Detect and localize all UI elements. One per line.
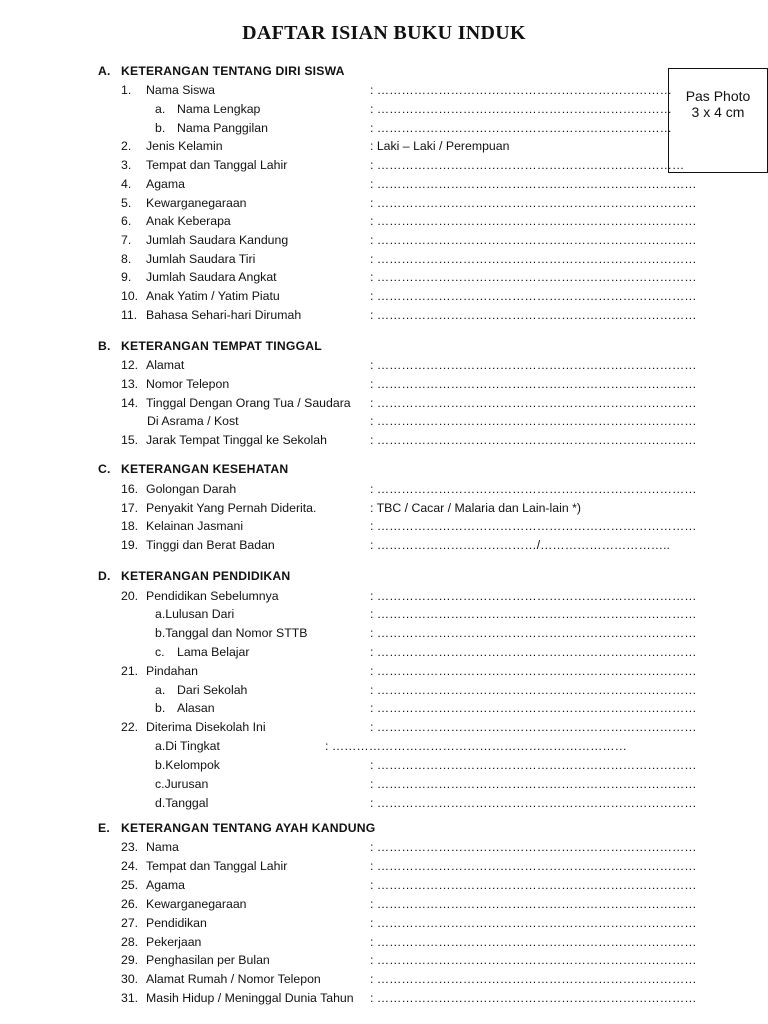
field-label: Jenis Kelamin: [146, 139, 223, 153]
field-value-blank[interactable]: : ……………………………………………………………………: [370, 270, 697, 284]
section-heading: [0, 567, 768, 585]
field-label: Jarak Tempat Tinggal ke Sekolah: [146, 433, 327, 447]
field-value-blank[interactable]: : ……………………………………………………………………: [370, 777, 697, 791]
form-row: [0, 838, 768, 856]
item-number: 7.: [121, 233, 132, 247]
form-row: [0, 605, 768, 623]
form-row: [0, 681, 768, 699]
field-value-blank[interactable]: : ……………………………………………………………………: [370, 519, 697, 533]
field-value-blank[interactable]: : ……………………………………………………………………: [370, 935, 697, 949]
item-number: 20.: [121, 589, 139, 603]
field-value-blank[interactable]: : ……………………………………………………………………: [370, 840, 697, 854]
form-row: [0, 356, 768, 374]
field-label: Tinggi dan Berat Badan: [146, 538, 275, 552]
form-row: [0, 699, 768, 717]
field-value-blank[interactable]: : ……………………………………………………………………: [370, 214, 697, 228]
field-label: Nomor Telepon: [146, 377, 230, 391]
field-value-blank[interactable]: : ……………………………………………………………………: [370, 916, 697, 930]
photo-size-label: 3 x 4 cm: [691, 104, 745, 120]
form-row: [0, 100, 768, 118]
form-row: [0, 624, 768, 642]
field-value-blank[interactable]: : ……………………………………………………………………: [370, 859, 697, 873]
field-label: b.Kelompok: [155, 758, 220, 772]
section-heading: [0, 819, 768, 837]
field-label: Nama Siswa: [146, 83, 216, 97]
field-label: Agama: [146, 878, 185, 892]
form-row: [0, 794, 768, 812]
field-label: a.Lulusan Dari: [155, 607, 235, 621]
form-row: [0, 951, 768, 969]
photo-label: Pas Photo: [685, 88, 751, 104]
field-label: Nama Panggilan: [177, 121, 268, 135]
field-label: Penyakit Yang Pernah Diderita.: [146, 501, 317, 515]
field-value-blank[interactable]: : …………………………………/…………………………..: [370, 538, 670, 552]
field-label: Kewarganegaraan: [146, 897, 247, 911]
form-row: [0, 876, 768, 894]
item-number: 9.: [121, 270, 132, 284]
item-number: 23.: [121, 840, 139, 854]
field-value-blank[interactable]: : ……………………………………………………………………: [370, 683, 697, 697]
field-value-blank[interactable]: : TBC / Cacar / Malaria dan Lain-lain *): [370, 501, 581, 515]
item-number: 13.: [121, 377, 139, 391]
field-value-blank[interactable]: : ……………………………………………………………………: [370, 396, 697, 410]
form-row: [0, 250, 768, 268]
form-row: [0, 137, 768, 155]
field-label: Tempat dan Tanggal Lahir: [146, 158, 288, 172]
field-label-continuation: Di Asrama / Kost: [147, 414, 239, 428]
field-label: d.Tanggal: [155, 796, 209, 810]
field-label: Bahasa Sehari-hari Dirumah: [146, 308, 302, 322]
section-title: KETERANGAN TEMPAT TINGGAL: [121, 339, 322, 353]
item-number: 2.: [121, 139, 132, 153]
field-value-blank[interactable]: : ………………………………………………………………: [370, 83, 672, 97]
field-label: Pekerjaan: [146, 935, 202, 949]
form-row: [0, 895, 768, 913]
field-value-blank[interactable]: : ……………………………………………………………………: [370, 664, 697, 678]
sub-item-letter: b.: [155, 121, 166, 135]
field-label: c.Jurusan: [155, 777, 209, 791]
field-value-blank[interactable]: : ……………………………………………………………………: [370, 252, 697, 266]
item-number: 6.: [121, 214, 132, 228]
section-letter: B.: [98, 339, 111, 353]
item-number: 15.: [121, 433, 139, 447]
form-row: [0, 375, 768, 393]
field-label: Lama Belajar: [177, 645, 250, 659]
form-row: [0, 970, 768, 988]
section-title: KETERANGAN KESEHATAN: [121, 462, 289, 476]
item-number: 10.: [121, 289, 139, 303]
field-label: Golongan Darah: [146, 482, 237, 496]
field-value-blank[interactable]: : ……………………………………………………………………: [370, 991, 697, 1005]
item-number: 17.: [121, 501, 139, 515]
item-number: 5.: [121, 196, 132, 210]
form-row: [0, 718, 768, 736]
field-label: Anak Yatim / Yatim Piatu: [146, 289, 280, 303]
field-label: Jumlah Saudara Tiri: [146, 252, 256, 266]
form-row: [0, 933, 768, 951]
field-label: Dari Sekolah: [177, 683, 248, 697]
field-value-blank[interactable]: : ……………………………………………………………………: [370, 878, 697, 892]
item-number: 18.: [121, 519, 139, 533]
item-number: 8.: [121, 252, 132, 266]
form-row: [0, 587, 768, 605]
form-row: [0, 662, 768, 680]
sub-item-letter: a.: [155, 102, 166, 116]
form-row: [0, 156, 768, 174]
form-row: [0, 306, 768, 324]
form-row: [0, 517, 768, 535]
field-label: Pendidikan Sebelumnya: [146, 589, 279, 603]
field-value-blank[interactable]: : ……………………………………………………………………: [370, 720, 697, 734]
field-label: Penghasilan per Bulan: [146, 953, 270, 967]
form-row: [0, 175, 768, 193]
field-value-blank[interactable]: : ………………………………………………………………: [370, 102, 672, 116]
form-row: [0, 119, 768, 137]
field-value-blank[interactable]: : ……………………………………………………………………: [370, 196, 697, 210]
field-value-blank[interactable]: : ………………………………………………………………: [325, 739, 627, 753]
field-label: Tinggal Dengan Orang Tua / Saudara: [146, 396, 351, 410]
field-label: Agama: [146, 177, 185, 191]
item-number: 31.: [121, 991, 139, 1005]
section-title: KETERANGAN TENTANG AYAH KANDUNG: [121, 821, 376, 835]
page-title: DAFTAR ISIAN BUKU INDUK: [242, 22, 526, 44]
section-heading: [0, 62, 768, 80]
field-label: a.Di Tingkat: [155, 739, 220, 753]
field-label: Pendidikan: [146, 916, 207, 930]
field-label: Pindahan: [146, 664, 198, 678]
form-row: [0, 231, 768, 249]
item-number: 1.: [121, 83, 132, 97]
field-value-blank[interactable]: : ……………………………………………………………………: [370, 758, 697, 772]
section-letter: A.: [98, 64, 111, 78]
field-value-blank[interactable]: : ……………………………………………………………………: [370, 433, 697, 447]
form-row: [0, 775, 768, 793]
field-label: Jumlah Saudara Kandung: [146, 233, 289, 247]
field-value-blank[interactable]: : ………………………………………………………………: [370, 121, 672, 135]
field-value-blank[interactable]: : ……………………………………………………………………: [370, 308, 697, 322]
form-row: [0, 194, 768, 212]
form-row: [0, 287, 768, 305]
section-title: KETERANGAN PENDIDIKAN: [121, 569, 291, 583]
item-number: 19.: [121, 538, 139, 552]
field-label: Kelainan Jasmani: [146, 519, 244, 533]
form-row: [0, 914, 768, 932]
form-row: [0, 756, 768, 774]
form-row: [0, 536, 768, 554]
field-value-blank[interactable]: : ……………………………………………………………………: [370, 233, 697, 247]
field-value-blank[interactable]: : ……………………………………………………………………: [370, 897, 697, 911]
item-number: 12.: [121, 358, 139, 372]
item-number: 24.: [121, 859, 139, 873]
field-value-blank[interactable]: : ……………………………………………………………………: [370, 607, 697, 621]
sub-item-letter: a.: [155, 683, 166, 697]
form-row: [0, 737, 768, 755]
item-number: 3.: [121, 158, 132, 172]
item-number: 25.: [121, 878, 139, 892]
form-row: [0, 480, 768, 498]
item-number: 28.: [121, 935, 139, 949]
item-number: 11.: [121, 308, 138, 322]
field-label: Nama Lengkap: [177, 102, 261, 116]
field-label: Alasan: [177, 701, 215, 715]
field-value-blank[interactable]: : …………………………………………………………………: [370, 158, 685, 172]
field-value-blank[interactable]: : ……………………………………………………………………: [370, 796, 697, 810]
field-value-blank[interactable]: : ……………………………………………………………………: [370, 626, 697, 640]
item-number: 21.: [121, 664, 139, 678]
form-row: [0, 643, 768, 661]
field-label: Anak Keberapa: [146, 214, 231, 228]
form-row: [0, 212, 768, 230]
form-row: [0, 268, 768, 286]
field-value-blank[interactable]: : ……………………………………………………………………: [370, 953, 697, 967]
form-row: [0, 857, 768, 875]
item-number: 14.: [121, 396, 139, 410]
section-letter: D.: [98, 569, 111, 583]
field-label: b.Tanggal dan Nomor STTB: [155, 626, 308, 640]
form-row: [0, 81, 768, 99]
field-label: Nama: [146, 840, 179, 854]
sub-item-letter: c.: [155, 645, 165, 659]
field-label: Kewarganegaraan: [146, 196, 247, 210]
field-label: Diterima Disekolah Ini: [146, 720, 266, 734]
section-heading: [0, 337, 768, 355]
field-value-blank[interactable]: : ……………………………………………………………………: [370, 972, 697, 986]
section-title: KETERANGAN TENTANG DIRI SISWA: [121, 64, 345, 78]
form-row: [0, 989, 768, 1007]
item-number: 16.: [121, 482, 139, 496]
field-value-blank[interactable]: : ……………………………………………………………………: [370, 701, 697, 715]
form-row: [0, 394, 768, 412]
section-letter: E.: [98, 821, 110, 835]
section-heading: [0, 460, 768, 478]
item-number: 4.: [121, 177, 132, 191]
field-value-blank[interactable]: : ……………………………………………………………………: [370, 289, 697, 303]
field-label: Tempat dan Tanggal Lahir: [146, 859, 288, 873]
section-letter: C.: [98, 462, 111, 476]
field-label: Jumlah Saudara Angkat: [146, 270, 277, 284]
field-value-blank[interactable]: : ……………………………………………………………………: [370, 358, 697, 372]
field-value-blank[interactable]: : ……………………………………………………………………: [370, 377, 697, 391]
form-row: [0, 431, 768, 449]
field-value-blank[interactable]: : Laki – Laki / Perempuan: [370, 139, 510, 153]
sub-item-letter: b.: [155, 701, 166, 715]
field-value-blank[interactable]: : ……………………………………………………………………: [370, 589, 697, 603]
item-number: 29.: [121, 953, 139, 967]
field-value-blank[interactable]: : ……………………………………………………………………: [370, 177, 697, 191]
field-label: Alamat: [146, 358, 185, 372]
field-label: Alamat Rumah / Nomor Telepon: [146, 972, 321, 986]
item-number: 22.: [121, 720, 139, 734]
form-row: [0, 499, 768, 517]
item-number: 30.: [121, 972, 139, 986]
field-label: Masih Hidup / Meninggal Dunia Tahun: [146, 991, 354, 1005]
field-value-blank[interactable]: : ……………………………………………………………………: [370, 645, 697, 659]
field-value-blank[interactable]: : ……………………………………………………………………: [370, 414, 697, 428]
field-value-blank[interactable]: : ……………………………………………………………………: [370, 482, 697, 496]
form-row: [0, 412, 768, 430]
item-number: 27.: [121, 916, 139, 930]
item-number: 26.: [121, 897, 139, 911]
